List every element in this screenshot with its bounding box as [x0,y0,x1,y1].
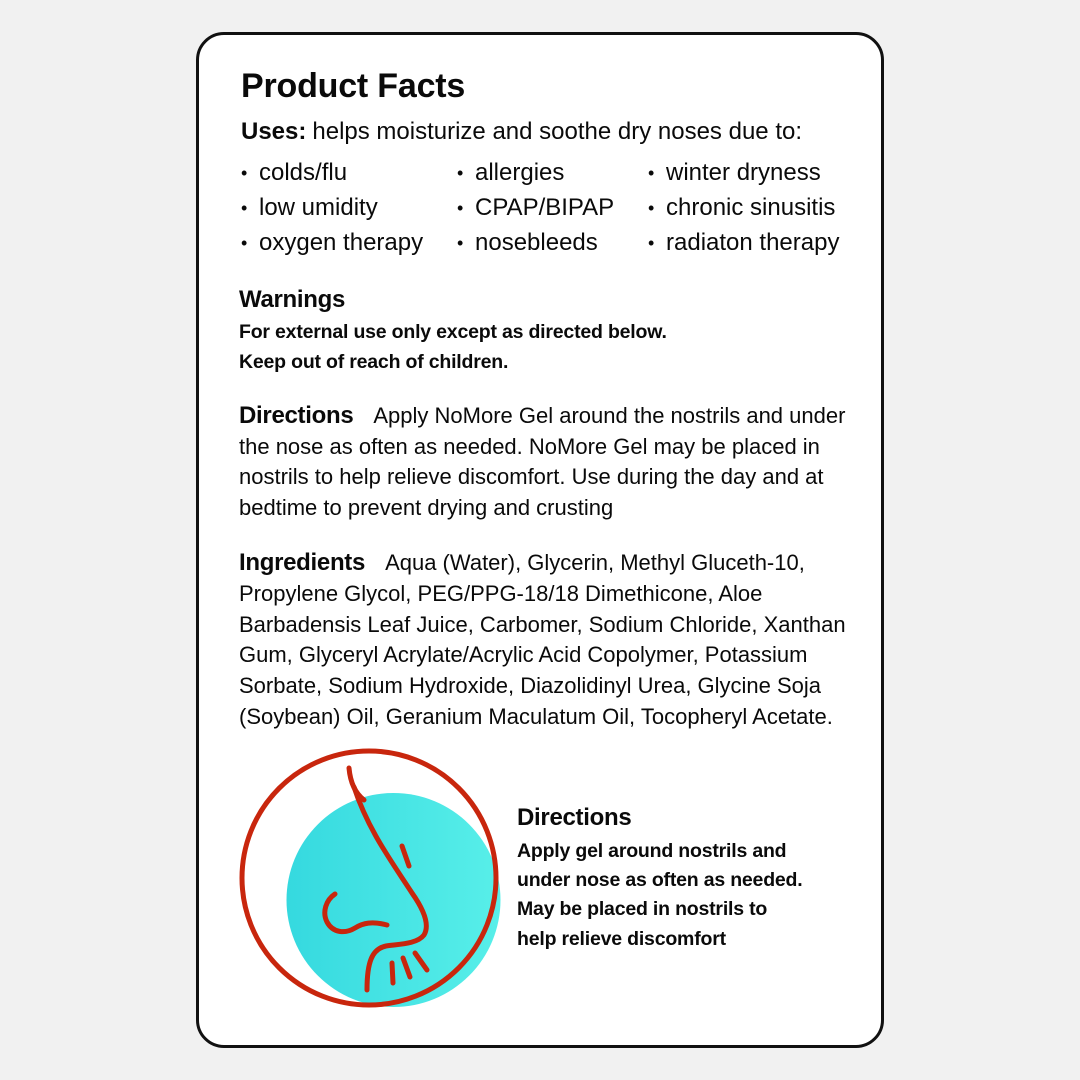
warnings-text [239,318,667,377]
uses-text: helps moisturize and soothe dry noses due to: [312,118,802,145]
list-item-label: chronic sinusitis [666,194,836,221]
ingredients-line: Sorbate, Sodium Hydroxide, Diazolidinyl Urea, Glycine Soja [239,673,822,699]
bullet-icon: • [648,198,655,218]
callout-text [517,837,803,954]
directions-line: the nose as often as needed. NoMore Gel may be placed in [239,433,820,459]
directions-text: Apply NoMore Gel around the nostrils and under [373,403,846,428]
bullet-icon: • [457,198,464,218]
list-item-label: colds/flu [259,159,348,186]
bullet-icon: • [241,163,248,183]
ingredients-text: Aqua (Water), Glycerin, Methyl Gluceth-10, [385,550,805,575]
warnings-heading: Warnings [239,286,346,313]
ingredients-line: (Soybean) Oil, Geranium Maculatum Oil, Tocopheryl Acetate. [239,703,833,729]
callout-line: help relieve discomfort [517,927,726,950]
directions-line: nostrils to help relieve discomfort. Use during the day and at [239,464,824,490]
ingredients-section [239,548,846,733]
bullet-icon: • [648,163,655,183]
bullet-icon: • [241,198,248,218]
list-item-label: nosebleeds [475,229,598,256]
list-item-label: oxygen therapy [259,229,424,256]
directions-heading: Directions [239,402,354,429]
bullet-icon: • [457,163,464,183]
bullet-icon: • [648,233,655,253]
directions-line [239,401,845,432]
directions-line: bedtime to prevent drying and crusting [239,494,614,520]
warning-line: For external use only except as directed below. [239,321,667,343]
page-title: Product Facts [241,67,466,105]
ingredients-line: Barbadensis Leaf Juice, Carbomer, Sodium Chloride, Xanthan [239,611,846,637]
list-item-label: CPAP/BIPAP [475,194,615,221]
ingredients-line [239,548,846,579]
directions-section [239,401,845,523]
ingredients-heading: Ingredients [239,549,366,576]
callout-heading: Directions [517,804,632,831]
uses-line [241,117,802,147]
callout-line: under nose as often as needed. [517,869,803,892]
list-item-label: winter dryness [666,159,821,186]
warning-line: Keep out of reach of children. [239,350,509,373]
bullet-icon: • [457,233,464,253]
nose-icon [230,740,520,1030]
list-item-label: low umidity [259,194,378,221]
ingredients-line: Gum, Glyceryl Acrylate/Acrylic Acid Copolymer, Potassium [239,642,808,668]
list-item-label: radiaton therapy [666,229,840,256]
ingredients-line: Propylene Glycol, PEG/PPG-18/18 Dimethicone, Aloe [239,580,763,606]
bullet-icon: • [241,233,248,253]
uses-label: Uses: [241,118,307,145]
callout-line: May be placed in nostrils to [517,898,768,921]
list-item-label: allergies [475,159,565,186]
callout-line: Apply gel around nostrils and [517,840,787,862]
